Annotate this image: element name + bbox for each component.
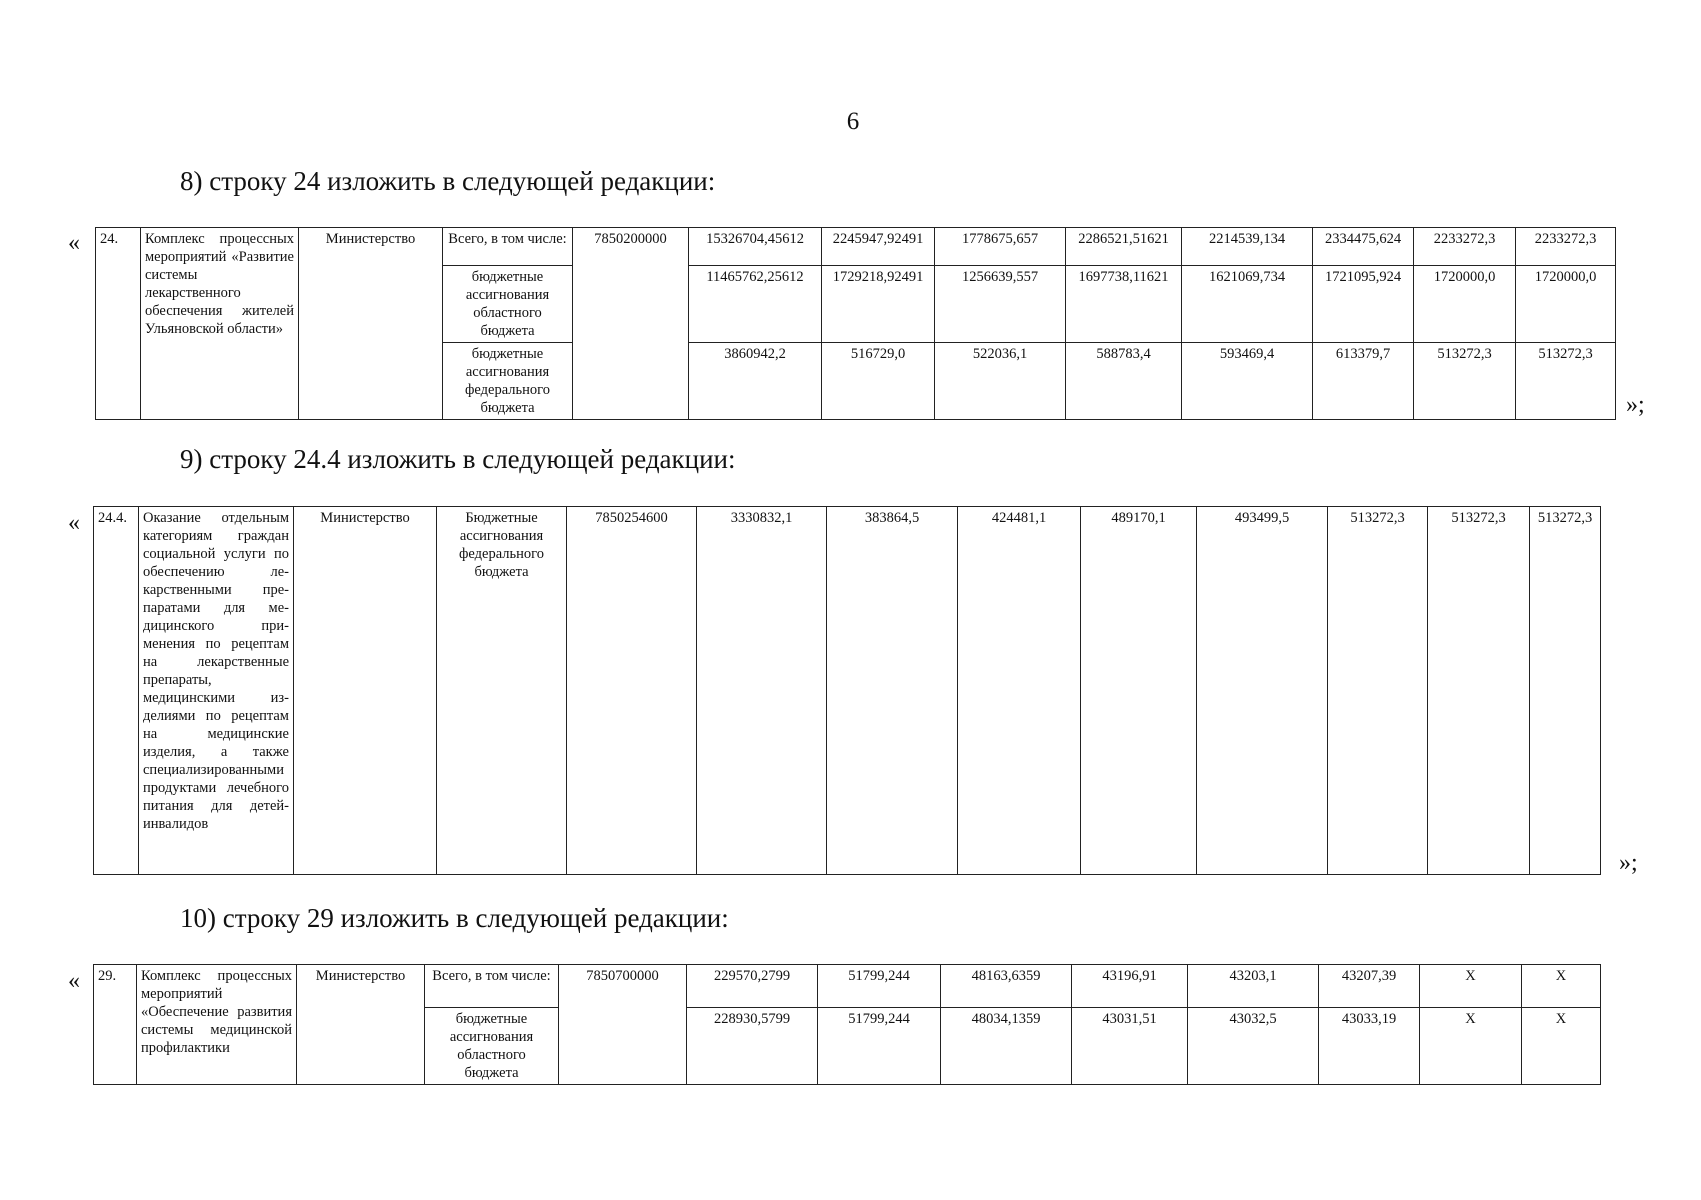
- value-cell: 1621069,734: [1182, 266, 1313, 343]
- value-cell: 51799,244: [818, 1008, 941, 1085]
- value-cell: 516729,0: [822, 343, 935, 420]
- value-cell: 513272,3: [1530, 507, 1601, 875]
- value-cell: 1697738,11621: [1066, 266, 1182, 343]
- page-number: 6: [846, 108, 860, 135]
- opening-quote: «: [68, 968, 80, 994]
- value-cell: Х: [1420, 965, 1522, 1008]
- value-cell: 2286521,51621: [1066, 228, 1182, 266]
- table-row-24: [95, 227, 1616, 420]
- value-cell: 588783,4: [1066, 343, 1182, 420]
- budget-code: 7850200000: [573, 228, 689, 420]
- value-cell: 1721095,924: [1313, 266, 1414, 343]
- value-cell: 43032,5: [1188, 1008, 1319, 1085]
- funding-source: бюджетные ассигнования федерального бюджета: [443, 343, 573, 420]
- row-number: 29.: [94, 965, 137, 1085]
- value-cell: 489170,1: [1081, 507, 1197, 875]
- value-cell: 43031,51: [1072, 1008, 1188, 1085]
- value-cell: 2233272,3: [1516, 228, 1616, 266]
- value-cell: 2233272,3: [1414, 228, 1516, 266]
- value-cell: 48034,1359: [941, 1008, 1072, 1085]
- value-cell: Х: [1522, 1008, 1601, 1085]
- value-cell: 229570,2799: [687, 965, 818, 1008]
- value-cell: 11465762,25612: [689, 266, 822, 343]
- value-cell: 1778675,657: [935, 228, 1066, 266]
- row-number: 24.: [96, 228, 141, 420]
- value-cell: 2334475,624: [1313, 228, 1414, 266]
- section-heading: 10) строку 29 изложить в следующей редакции:: [180, 903, 729, 933]
- value-cell: 1729218,92491: [822, 266, 935, 343]
- value-cell: 383864,5: [827, 507, 958, 875]
- value-cell: 2214539,134: [1182, 228, 1313, 266]
- funding-source: Бюджетные ассигнования федерального бюджета: [437, 507, 567, 875]
- opening-quote: «: [68, 510, 80, 536]
- opening-quote: «: [68, 230, 80, 256]
- value-cell: Х: [1420, 1008, 1522, 1085]
- value-cell: 43203,1: [1188, 965, 1319, 1008]
- activity-name: Комплекс процессных мероприятий «Обеспечение развития системы медицинской профилактики: [137, 965, 297, 1085]
- value-cell: 513272,3: [1414, 343, 1516, 420]
- table-row-24-4: [93, 506, 1601, 875]
- value-cell: 424481,1: [958, 507, 1081, 875]
- value-cell: 43033,19: [1319, 1008, 1420, 1085]
- value-cell: 513272,3: [1516, 343, 1616, 420]
- activity-name: Комплекс процессных мероприятий «Развитие системы лекарственного обеспечения жителей Ульяновской области»: [141, 228, 299, 420]
- value-cell: 1720000,0: [1414, 266, 1516, 343]
- value-cell: 613379,7: [1313, 343, 1414, 420]
- value-cell: 522036,1: [935, 343, 1066, 420]
- budget-code: 7850700000: [559, 965, 687, 1085]
- value-cell: 2245947,92491: [822, 228, 935, 266]
- budget-code: 7850254600: [567, 507, 697, 875]
- value-cell: 513272,3: [1428, 507, 1530, 875]
- value-cell: 3860942,2: [689, 343, 822, 420]
- value-cell: Х: [1522, 965, 1601, 1008]
- value-cell: 48163,6359: [941, 965, 1072, 1008]
- funding-source: Всего, в том числе:: [425, 965, 559, 1008]
- value-cell: 15326704,45612: [689, 228, 822, 266]
- activity-name: Оказание отдельным категориям граждан социальной услуги по обеспечению лекарственными препаратами для медицинского применения по рецептам на лекарственные препараты, медицинскими изделиями по рецептам на медицинские изделия, а также специализированными продуктами лечебного питания для детей-инвалидов: [139, 507, 294, 875]
- table-row-29: [93, 964, 1601, 1085]
- value-cell: 493499,5: [1197, 507, 1328, 875]
- row-number: 24.4.: [94, 507, 139, 875]
- section-heading: 8) строку 24 изложить в следующей редакции:: [180, 166, 716, 196]
- closing-quote: »;: [1626, 392, 1645, 418]
- value-cell: 43196,91: [1072, 965, 1188, 1008]
- executor: Министерство: [297, 965, 425, 1085]
- value-cell: 228930,5799: [687, 1008, 818, 1085]
- value-cell: 593469,4: [1182, 343, 1313, 420]
- value-cell: 513272,3: [1328, 507, 1428, 875]
- section-heading: 9) строку 24.4 изложить в следующей редакции:: [180, 444, 736, 474]
- value-cell: 1720000,0: [1516, 266, 1616, 343]
- value-cell: 51799,244: [818, 965, 941, 1008]
- executor: Министерство: [294, 507, 437, 875]
- funding-source: Всего, в том числе:: [443, 228, 573, 266]
- funding-source: бюджетные ассигнования областного бюджета: [443, 266, 573, 343]
- closing-quote: »;: [1619, 850, 1638, 876]
- funding-source: бюджетные ассигнования областного бюджета: [425, 1008, 559, 1085]
- value-cell: 43207,39: [1319, 965, 1420, 1008]
- executor: Министерство: [299, 228, 443, 420]
- value-cell: 1256639,557: [935, 266, 1066, 343]
- value-cell: 3330832,1: [697, 507, 827, 875]
